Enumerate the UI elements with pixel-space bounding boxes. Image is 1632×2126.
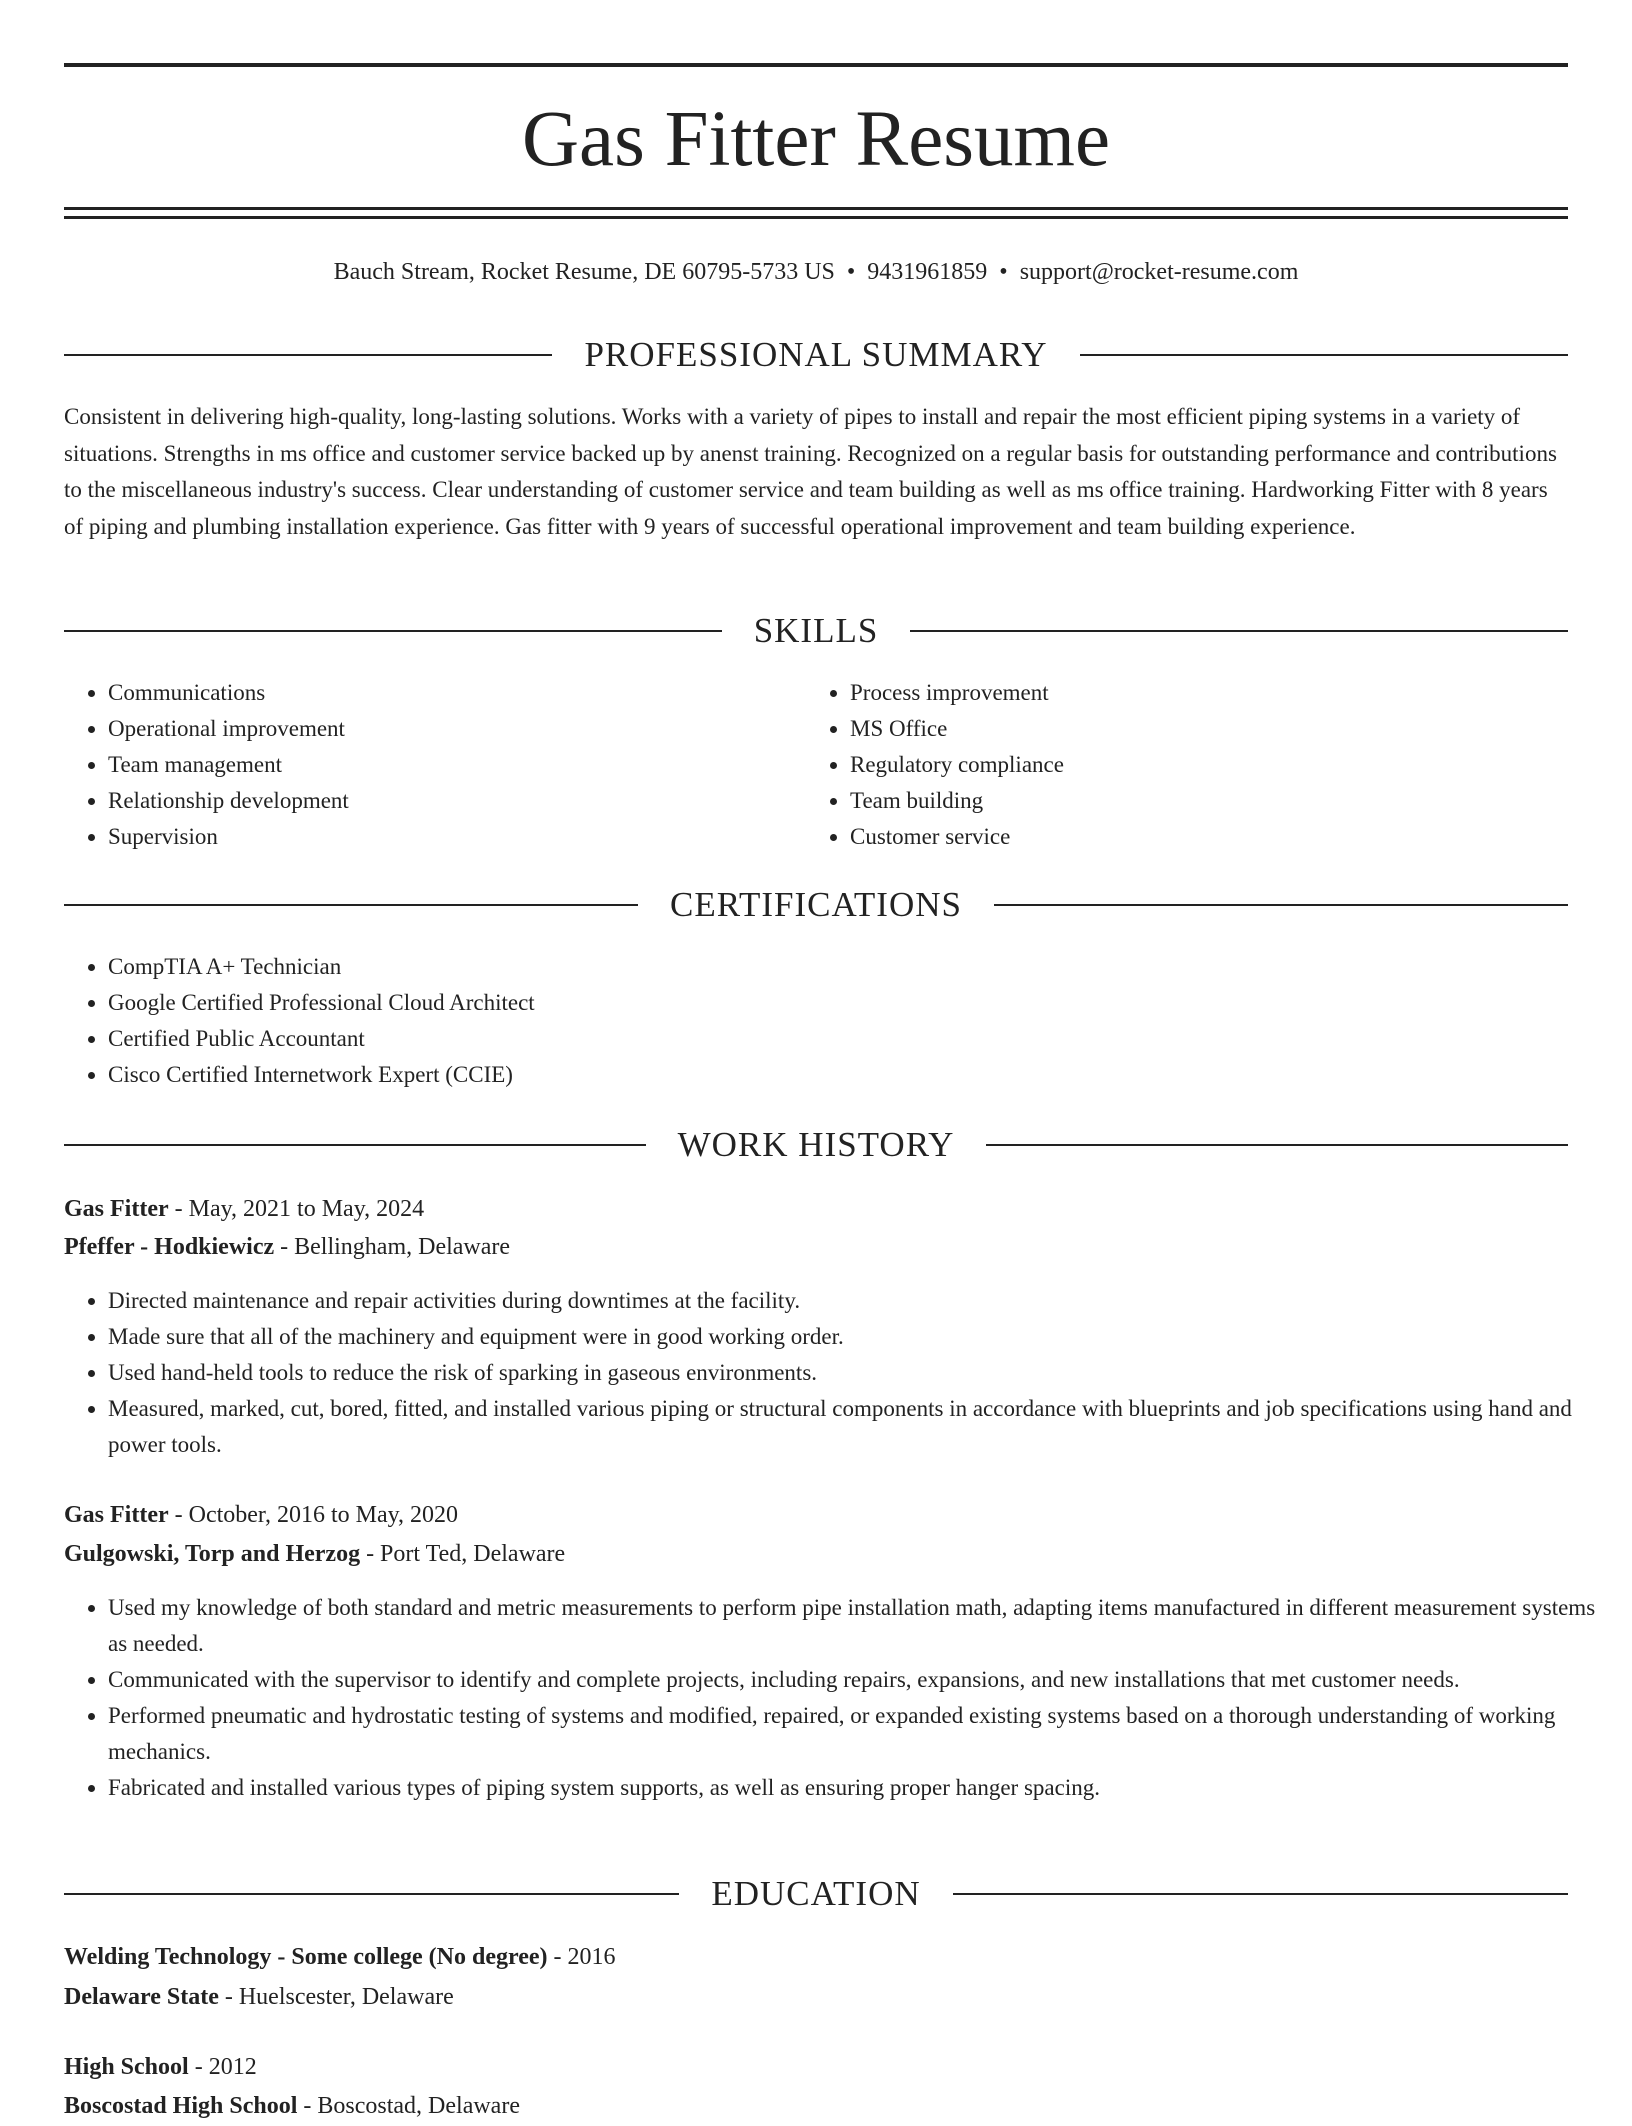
education-year: - 2012 [188,2054,257,2080]
job-bullet: • Directed maintenance and repair activities during downtimes at the facility. [108,1283,1612,1319]
summary-text: Consistent in delivering high-quality, long-lasting solutions. Works with a variety of pipes to install and repair the most efficient piping systems in a variety of situations. Strengths in ms office and customer service backed up by anenst training. Recognized on a regular basis for outstanding performance and contributions to the miscellaneous industry's success. Clear understanding of customer service and team building as well as ms office training. Hardworking Fitter with 8 years of piping and plumbing installation experience. Gas fitter with 9 years of successful operational improvement and team building experience. [64,404,1557,539]
heading-rule-right [994,904,1568,906]
education-school: Delaware State [64,1984,219,2010]
heading-rule-right [910,630,1568,632]
skill-item: • Supervision [108,819,808,855]
top-rule [64,63,1568,67]
job-bullets [64,1283,1612,1463]
work-heading-label: WORK HISTORY [677,1125,955,1164]
contact-email: support@rocket-resume.com [1019,259,1299,285]
heading-rule-left [64,904,638,906]
skills-list-right [806,675,1550,855]
education-degree: High School [64,2054,189,2080]
contact-separator: • [999,259,1008,285]
heading-rule-left [64,1144,646,1146]
heading-rule-left [64,630,722,632]
skill-item: • Regulatory compliance [850,747,1550,783]
job-bullet: • Measured, marked, cut, bored, fitted, and installed various piping or structural components in accordance with blueprints and job specifications using hand and power tools. [108,1391,1612,1463]
job-bullet: • Fabricated and installed various types of piping system supports, as well as ensuring proper hanger spacing. [108,1770,1612,1806]
skill-item: • Process improvement [850,675,1550,711]
contact-separator: • [846,259,856,285]
job-bullets [64,1590,1612,1806]
education-heading [64,1870,1568,1918]
certification-item: • CompTIA A+ Technician [108,949,1508,985]
job-title-line [64,1189,424,1229]
resume-title: Gas Fitter Resume [521,96,1111,183]
skills-heading [64,607,1568,655]
summary-heading [64,331,1568,379]
work-heading [64,1121,1568,1169]
education-school: Boscostad High School [64,2093,298,2119]
skill-item: • Customer service [850,819,1550,855]
contact-address: Bauch Stream, Rocket Resume, DE 60795-5733 US [333,259,835,285]
job-company-line [64,1227,510,1267]
skills-heading-label: SKILLS [753,611,879,650]
job-dates: - May, 2021 to May, 2024 [168,1196,425,1222]
certifications-heading-label: CERTIFICATIONS [670,885,962,924]
certification-item: • Certified Public Accountant [108,1021,1508,1057]
certification-item: • Cisco Certified Internetwork Expert (CCIE) [108,1057,1508,1093]
skill-item: • Relationship development [108,783,808,819]
title-rule-upper [64,207,1568,210]
heading-rule-left [64,1893,679,1895]
job-title-line [64,1495,458,1535]
job-bullet: • Performed pneumatic and hydrostatic testing of systems and modified, repaired, or expanded existing systems based on a thorough understanding of working mechanics. [108,1698,1612,1770]
heading-rule-right [953,1893,1568,1895]
job-company: Gulgowski, Torp and Herzog [64,1541,361,1567]
job-bullet: • Used my knowledge of both standard and metric measurements to perform pipe installation math, adapting items manufactured in different measurement systems as needed. [108,1590,1612,1662]
education-school-line [64,2086,520,2126]
job-bullet: • Used hand-held tools to reduce the risk of sparking in gaseous environments. [108,1355,1612,1391]
contact-line [64,252,1568,292]
skill-item: • Communications [108,675,808,711]
contact-phone: 9431961859 [867,259,988,285]
skill-item: • Operational improvement [108,711,808,747]
skill-item: • MS Office [850,711,1550,747]
certifications-list [64,949,1508,1093]
job-location: - Port Ted, Delaware [360,1541,566,1567]
certification-item: • Google Certified Professional Cloud Architect [108,985,1508,1021]
education-year: - 2016 [547,1944,616,1970]
education-location: - Huelscester, Delaware [218,1984,454,2010]
job-bullet: • Made sure that all of the machinery and equipment were in good working order. [108,1319,1612,1355]
title-rule-lower [64,216,1568,219]
skill-item: • Team management [108,747,808,783]
job-title: Gas Fitter [64,1196,169,1222]
job-location: - Bellingham, Delaware [274,1234,511,1260]
heading-rule-right [1080,354,1568,356]
job-bullet: • Communicated with the supervisor to identify and complete projects, including repairs, expansions, and new installations that met customer needs. [108,1662,1612,1698]
job-company: Pfeffer - Hodkiewicz [64,1234,275,1260]
job-company-line [64,1534,565,1574]
education-degree-line [64,1937,616,1977]
education-degree-line [64,2047,257,2087]
education-location: - Boscostad, Delaware [297,2093,520,2119]
skill-item: • Team building [850,783,1550,819]
education-school-line [64,1977,454,2017]
job-title: Gas Fitter [64,1502,169,1528]
education-heading-label: EDUCATION [711,1874,921,1913]
heading-rule-right [986,1144,1568,1146]
certifications-heading [64,881,1568,929]
heading-rule-left [64,354,552,356]
skills-list-left [64,675,808,855]
job-dates: - October, 2016 to May, 2020 [168,1502,459,1528]
summary-heading-label: PROFESSIONAL SUMMARY [584,335,1048,374]
education-degree: Welding Technology - Some college (No degree) [64,1944,548,1970]
